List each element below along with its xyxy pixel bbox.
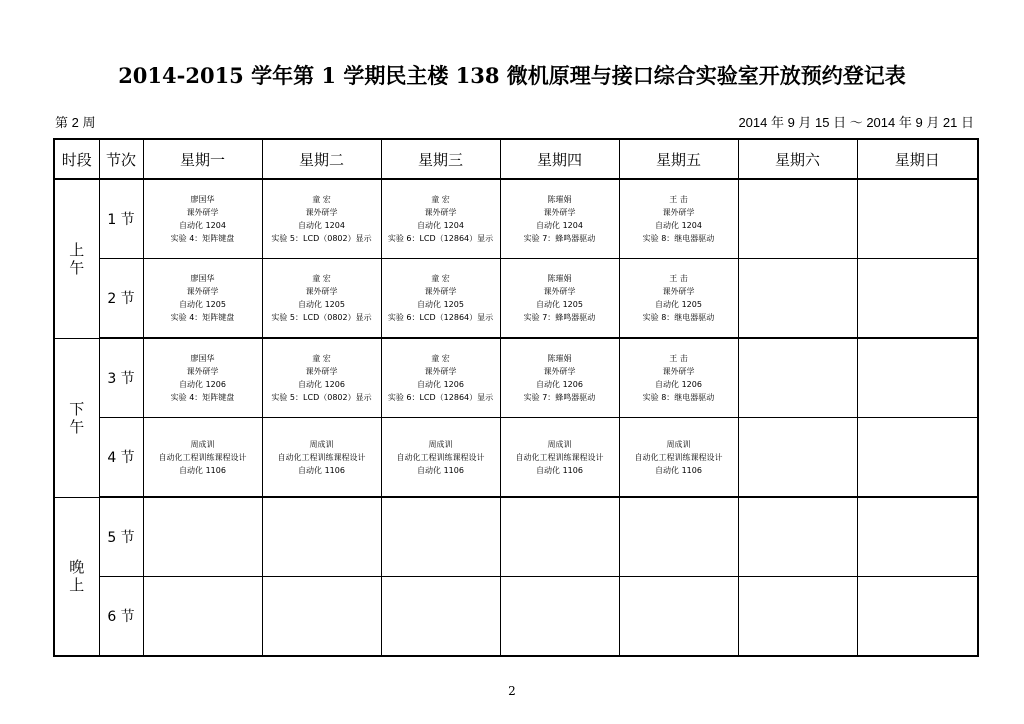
schedule-cell: [619, 497, 738, 577]
schedule-entry-line: 自动化 1106: [655, 465, 702, 475]
schedule-cell: [381, 179, 500, 259]
schedule-entry-line: 课外研学: [424, 367, 457, 376]
page-number: 2: [508, 684, 516, 698]
schedule-entry-line: 自动化 1205: [655, 300, 702, 309]
schedule-entry-line: 课外研学: [662, 367, 695, 376]
schedule-entry-line: 王 击: [669, 354, 688, 363]
schedule-cell: [857, 338, 978, 418]
schedule-cell: [262, 577, 381, 657]
table-row: [54, 179, 978, 259]
schedule-cell: [381, 577, 500, 657]
schedule-cell: [500, 497, 619, 577]
schedule-entry-line: 课外研学: [543, 208, 576, 217]
schedule-entry-line: 自动化 1206: [298, 380, 345, 389]
schedule-cell: [143, 497, 262, 577]
schedule-entry-line: 实验 5：LCD（0802）显示: [271, 393, 372, 402]
period-morning-char-1: 上: [69, 240, 85, 259]
document-title: 2014-2015 学年第 1 学期民主楼 138 微机原理与接口综合实验室开放预约登记表: [118, 63, 906, 88]
schedule-cell: [857, 179, 978, 259]
schedule-entry-line: 实验 7：蜂鸣器驱动: [523, 313, 596, 322]
schedule-entry-line: 自动化 1206: [179, 380, 226, 389]
schedule-entry-line: 实验 8：继电器驱动: [642, 234, 715, 243]
schedule-cell: [619, 418, 738, 498]
schedule-cell: [381, 497, 500, 577]
period-morning: [54, 179, 99, 338]
schedule-entry-line: 课外研学: [543, 287, 576, 296]
schedule-entry: [501, 272, 619, 324]
schedule-entry-line: 自动化 1205: [179, 300, 226, 309]
period-morning-char-2: 午: [69, 258, 85, 277]
header-day-tue: 星期二: [262, 139, 381, 179]
schedule-entry: [620, 352, 738, 404]
schedule-entry-line: 实验 4：矩阵键盘: [170, 234, 235, 243]
schedule-entry-line: 自动化 1106: [417, 465, 464, 475]
schedule-entry-line: 课外研学: [186, 367, 219, 376]
schedule-entry-line: 周成训: [666, 439, 691, 449]
schedule-cell: [738, 179, 857, 259]
schedule-entry-line: 自动化 1204: [536, 221, 583, 230]
schedule-cell: [262, 418, 381, 498]
schedule-cell: [381, 338, 500, 418]
schedule-entry: [501, 438, 619, 477]
schedule-entry-line: 课外研学: [305, 367, 338, 376]
header-row: [54, 139, 978, 179]
period-evening: [54, 497, 99, 656]
schedule-entry-line: 廖国华: [190, 274, 215, 283]
schedule-cell: [143, 577, 262, 657]
header-day-sun: 星期日: [857, 139, 978, 179]
schedule-entry-line: 课外研学: [186, 208, 219, 217]
schedule-cell: [857, 497, 978, 577]
schedule-entry: [263, 352, 381, 404]
schedule-entry-line: 王 击: [669, 274, 688, 283]
date-range: 2014 年 9 月 15 日 ～ 2014 年 9 月 21 日: [738, 115, 974, 130]
period-evening-char-1: 晚: [69, 558, 85, 577]
schedule-cell: [500, 259, 619, 339]
schedule-entry-line: 周成训: [547, 439, 572, 449]
schedule-entry-line: 童 宏: [312, 195, 331, 204]
lesson-label: 4 节: [99, 418, 143, 498]
schedule-entry-line: 自动化 1106: [179, 465, 226, 475]
schedule-entry: [620, 272, 738, 324]
schedule-entry-line: 实验 6：LCD（12864）显示: [387, 234, 494, 243]
schedule-entry: [382, 352, 500, 404]
schedule-cell: [500, 179, 619, 259]
schedule-entry-line: 实验 6：LCD（12864）显示: [387, 313, 494, 322]
schedule-entry: [263, 272, 381, 324]
schedule-entry-line: 自动化 1204: [655, 221, 702, 230]
table-row: [54, 338, 978, 418]
schedule-cell: [738, 577, 857, 657]
schedule-entry-line: 童 宏: [431, 195, 450, 204]
period-afternoon-char-1: 下: [69, 399, 85, 418]
schedule-entry-line: 课外研学: [305, 208, 338, 217]
schedule-cell: [500, 418, 619, 498]
schedule-entry-line: 廖国华: [190, 195, 215, 204]
lesson-label: 3 节: [99, 338, 143, 418]
schedule-entry-line: 课外研学: [424, 287, 457, 296]
schedule-entry-line: 实验 4：矩阵键盘: [170, 313, 235, 322]
schedule-cell: [143, 179, 262, 259]
schedule-entry-line: 自动化 1206: [536, 380, 583, 389]
schedule-entry-line: 实验 4：矩阵键盘: [170, 393, 235, 402]
schedule-entry-line: 周成训: [190, 439, 215, 449]
schedule-cell: [619, 179, 738, 259]
schedule-entry: [501, 193, 619, 245]
schedule-entry-line: 课外研学: [543, 367, 576, 376]
header-day-fri: 星期五: [619, 139, 738, 179]
schedule-entry: [382, 438, 500, 477]
header-day-wed: 星期三: [381, 139, 500, 179]
schedule-entry-line: 实验 7：蜂鸣器驱动: [523, 393, 596, 402]
schedule-entry-line: 周成训: [428, 439, 453, 449]
table-row: [54, 259, 978, 339]
schedule-entry-line: 实验 6：LCD（12864）显示: [387, 393, 494, 402]
schedule-cell: [381, 418, 500, 498]
schedule-cell: [262, 179, 381, 259]
schedule-entry: [620, 438, 738, 477]
schedule-entry-line: 课外研学: [662, 287, 695, 296]
schedule-entry-line: 自动化 1204: [417, 221, 464, 230]
lesson-label: 2 节: [99, 259, 143, 339]
schedule-cell: [738, 418, 857, 498]
table-row: [54, 577, 978, 657]
schedule-entry: [144, 438, 262, 477]
schedule-cell: [143, 338, 262, 418]
schedule-cell: [738, 259, 857, 339]
schedule-entry-line: 课外研学: [424, 208, 457, 217]
schedule-entry-line: 实验 5：LCD（0802）显示: [271, 313, 372, 322]
schedule-entry-line: 自动化 1206: [655, 380, 702, 389]
schedule-entry-line: 课外研学: [662, 208, 695, 217]
schedule-entry-line: 童 宏: [431, 354, 450, 363]
schedule-cell: [500, 577, 619, 657]
table-row: [54, 418, 978, 498]
period-afternoon-char-2: 午: [69, 417, 85, 436]
schedule-entry: [501, 352, 619, 404]
schedule-entry-line: 自动化 1205: [298, 300, 345, 309]
period-evening-char-2: 上: [69, 576, 85, 595]
schedule-entry-line: 课外研学: [305, 287, 338, 296]
schedule-entry: [144, 272, 262, 324]
schedule-entry-line: 自动化 1106: [298, 465, 345, 475]
schedule-entry-line: 实验 8：继电器驱动: [642, 313, 715, 322]
schedule-cell: [143, 418, 262, 498]
schedule-entry-line: 周成训: [309, 439, 334, 449]
lesson-label: 6 节: [99, 577, 143, 657]
schedule-entry: [382, 193, 500, 245]
week-label: 第 2 周: [55, 115, 96, 130]
schedule-cell: [262, 338, 381, 418]
schedule-cell: [857, 418, 978, 498]
schedule-cell: [262, 497, 381, 577]
schedule-entry: [620, 193, 738, 245]
schedule-cell: [857, 259, 978, 339]
schedule-entry: [382, 272, 500, 324]
lesson-label: 5 节: [99, 497, 143, 577]
schedule-cell: [619, 577, 738, 657]
schedule-cell: [262, 259, 381, 339]
schedule-entry-line: 自动化工程训练课程设计: [158, 452, 247, 462]
header-day-sat: 星期六: [738, 139, 857, 179]
schedule-entry-line: 实验 8：继电器驱动: [642, 393, 715, 402]
schedule-entry-line: 自动化工程训练课程设计: [277, 452, 366, 462]
schedule-entry-line: 童 宏: [431, 274, 450, 283]
schedule-cell: [143, 259, 262, 339]
schedule-entry-line: 自动化 1205: [417, 300, 464, 309]
schedule-table: [53, 138, 979, 657]
schedule-entry-line: 自动化 1204: [298, 221, 345, 230]
table-row: [54, 497, 978, 577]
schedule-entry-line: 自动化 1205: [536, 300, 583, 309]
schedule-entry-line: 实验 7：蜂鸣器驱动: [523, 234, 596, 243]
header-day-mon: 星期一: [143, 139, 262, 179]
schedule-entry-line: 自动化 1204: [179, 221, 226, 230]
schedule-entry-line: 课外研学: [186, 287, 219, 296]
schedule-cell: [619, 338, 738, 418]
lesson-label: 1 节: [99, 179, 143, 259]
schedule-entry-line: 廖国华: [190, 354, 215, 363]
schedule-cell: [500, 338, 619, 418]
schedule-entry-line: 王 击: [669, 195, 688, 204]
period-afternoon: [54, 338, 99, 497]
schedule-entry: [144, 193, 262, 245]
schedule-entry-line: 自动化 1206: [417, 380, 464, 389]
schedule-entry-line: 实验 5：LCD（0802）显示: [271, 234, 372, 243]
schedule-entry-line: 自动化工程训练课程设计: [396, 452, 485, 462]
schedule-cell: [738, 497, 857, 577]
header-day-thu: 星期四: [500, 139, 619, 179]
schedule-cell: [619, 259, 738, 339]
schedule-entry: [144, 352, 262, 404]
schedule-entry-line: 陈璀娟: [547, 274, 572, 283]
schedule-cell: [738, 338, 857, 418]
schedule-entry: [263, 193, 381, 245]
schedule-entry-line: 自动化工程训练课程设计: [634, 452, 723, 462]
schedule-entry-line: 童 宏: [312, 354, 331, 363]
header-lesson: 节次: [99, 139, 143, 179]
schedule-cell: [381, 259, 500, 339]
schedule-entry-line: 陈璀娟: [547, 195, 572, 204]
schedule-entry-line: 童 宏: [312, 274, 331, 283]
schedule-entry-line: 自动化工程训练课程设计: [515, 452, 604, 462]
header-period: 时段: [54, 139, 99, 179]
schedule-entry-line: 自动化 1106: [536, 465, 583, 475]
schedule-cell: [857, 577, 978, 657]
schedule-entry-line: 陈璀娟: [547, 354, 572, 363]
schedule-entry: [263, 438, 381, 477]
